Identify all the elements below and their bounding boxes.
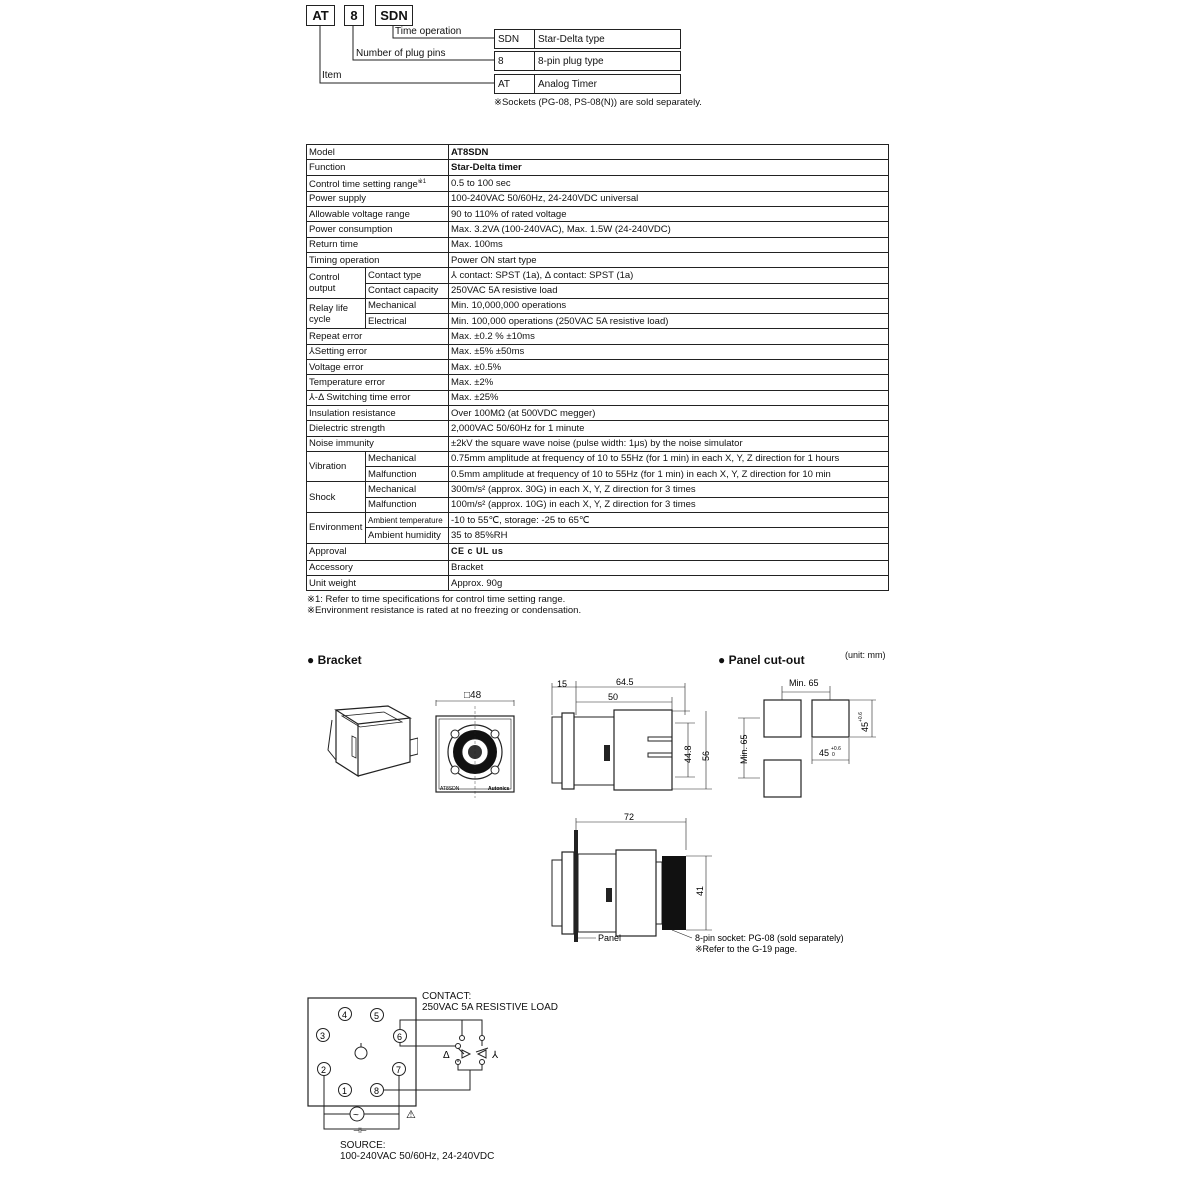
dim-56: 56 xyxy=(701,750,711,761)
dim-44-8: 44.8 xyxy=(683,745,693,763)
spec-value: Bracket xyxy=(449,560,889,575)
spec-group-label: Environment xyxy=(307,512,366,543)
spec-sublabel: Contact type xyxy=(366,268,449,283)
front-brand-label: Autonics xyxy=(488,786,510,792)
pin-number: 7 xyxy=(396,1065,402,1075)
dc-symbol: ⊣⊢ xyxy=(353,1126,367,1135)
spec-label: Model xyxy=(307,145,449,160)
spec-label: Voltage error xyxy=(307,360,449,375)
spec-label: Power supply xyxy=(307,191,449,206)
pin-7 xyxy=(393,1063,406,1076)
pin-number: 4 xyxy=(342,1010,348,1020)
spec-value: 90 to 110% of rated voltage xyxy=(449,207,889,222)
spec-sublabel: Ambient humidity xyxy=(366,528,449,543)
table-row xyxy=(307,390,889,405)
code-item: AT xyxy=(306,5,335,26)
table-row xyxy=(307,375,889,390)
socket-note: ※Sockets (PG-08, PS-08(N)) are sold separately. xyxy=(494,97,702,108)
source-spec: 100-240VAC 50/60Hz, 24-240VDC xyxy=(340,1151,495,1162)
spec-sublabel: Contact capacity xyxy=(366,283,449,298)
table-row xyxy=(307,145,889,160)
table-row xyxy=(307,560,889,575)
spec-value: Max. 100ms xyxy=(449,237,889,252)
table-row xyxy=(307,298,889,313)
star-symbol: ⅄ xyxy=(492,1050,499,1061)
spec-label: Allowable voltage range xyxy=(307,207,449,222)
spec-value: 100m/s² (approx. 10G) in each X, Y, Z direction for 3 times xyxy=(449,497,889,512)
table-row xyxy=(307,191,889,206)
spec-footnote-1: ※1: Refer to time specifications for control time setting range. xyxy=(307,594,566,605)
spec-value: 250VAC 5A resistive load xyxy=(449,283,889,298)
table-row xyxy=(307,482,889,497)
spec-group-label: Relay life cycle xyxy=(307,298,366,329)
table-row xyxy=(307,283,889,298)
warning-icon: ⚠ xyxy=(406,1109,416,1121)
spec-label: Power consumption xyxy=(307,222,449,237)
spec-sublabel: Mechanical xyxy=(366,482,449,497)
spec-sublabel: Malfunction xyxy=(366,497,449,512)
pin-number: 5 xyxy=(374,1011,380,1021)
front-size-label: □48 xyxy=(464,690,482,701)
table-row xyxy=(307,405,889,420)
dim-45-horizontal-tolerance-zero: 0 xyxy=(832,752,835,758)
spec-value: Max. ±25% xyxy=(449,390,889,405)
spec-value-cell xyxy=(449,543,889,560)
panel-cutout-drawing xyxy=(730,672,900,807)
time-operation-label: Time operation xyxy=(395,26,462,37)
spec-value: 0.5 to 100 sec xyxy=(449,175,889,191)
spec-value: Min. 100,000 operations (250VAC 5A resistive load) xyxy=(449,314,889,329)
spec-sublabel: Ambient temperature xyxy=(366,512,449,527)
spec-value: 0.5mm amplitude at frequency of 10 to 55Hz (for 1 min) in each X, Y, Z direction for 10 min xyxy=(449,467,889,482)
table-row xyxy=(307,421,889,436)
dim-41: 41 xyxy=(695,885,705,896)
order-desc-at: Analog Timer xyxy=(534,74,681,94)
spec-value: 0.75mm amplitude at frequency of 10 to 55Hz (for 1 min) in each X, Y, Z direction for 1 hours xyxy=(449,451,889,466)
spec-label: Dielectric strength xyxy=(307,421,449,436)
ac-symbol: ~ xyxy=(353,1110,359,1121)
order-code-at: AT xyxy=(494,74,535,94)
spec-label: Insulation resistance xyxy=(307,405,449,420)
dim-45-vertical-tolerance: +0.6 xyxy=(858,712,864,722)
spec-label: Return time xyxy=(307,237,449,252)
table-row xyxy=(307,252,889,267)
spec-label: Control time setting range xyxy=(309,178,418,190)
spec-value: Max. ±0.2 % ±10ms xyxy=(449,329,889,344)
dim-72: 72 xyxy=(624,812,635,822)
table-row xyxy=(307,314,889,329)
contact-title: CONTACT: xyxy=(422,991,472,1002)
spec-label: Timing operation xyxy=(307,252,449,267)
pin-5 xyxy=(371,1009,384,1022)
spec-label: Function xyxy=(307,160,449,175)
spec-value: 100-240VAC 50/60Hz, 24-240VDC universal xyxy=(449,191,889,206)
spec-label: Noise immunity xyxy=(307,436,449,451)
socket-label: 8-pin socket: PG-08 (sold separately) xyxy=(695,933,844,943)
spec-value: 35 to 85%RH xyxy=(449,528,889,543)
source-title: SOURCE: xyxy=(340,1140,386,1151)
dim-50: 50 xyxy=(608,692,619,702)
table-row xyxy=(307,207,889,222)
spec-value: Max. ±0.5% xyxy=(449,360,889,375)
table-row xyxy=(307,360,889,375)
spec-group-label: Control output xyxy=(307,268,366,299)
code-time-operation: SDN xyxy=(375,5,413,26)
spec-group-label: Shock xyxy=(307,482,366,513)
order-desc-sdn: Star-Delta type xyxy=(534,29,681,49)
spec-value: AT8SDN xyxy=(449,145,889,160)
bracket-drawing xyxy=(318,700,418,790)
order-desc-8: 8-pin plug type xyxy=(534,51,681,71)
plug-pins-label: Number of plug pins xyxy=(356,48,446,59)
pin-2 xyxy=(318,1063,331,1076)
spec-value: ⅄ contact: SPST (1a), Δ contact: SPST (1a) xyxy=(449,268,889,283)
table-row xyxy=(307,237,889,252)
spec-label: Accessory xyxy=(307,560,449,575)
pin-6 xyxy=(394,1030,407,1043)
spec-value: Star-Delta timer xyxy=(449,160,889,175)
spec-label-cell xyxy=(307,175,449,191)
table-row xyxy=(307,543,889,560)
spec-sublabel: Mechanical xyxy=(366,298,449,313)
table-row xyxy=(307,268,889,283)
wiring-diagram xyxy=(300,990,520,1140)
spec-label: Repeat error xyxy=(307,329,449,344)
spec-value: 300m/s² (approx. 30G) in each X, Y, Z direction for 3 times xyxy=(449,482,889,497)
spec-value: Approx. 90g xyxy=(449,575,889,590)
item-label: Item xyxy=(322,70,342,81)
table-row xyxy=(307,451,889,466)
contact-spec: 250VAC 5A RESISTIVE LOAD xyxy=(422,1002,558,1013)
key-icon xyxy=(355,1047,367,1059)
approval-marks-icon: CE c UL us xyxy=(451,546,504,557)
spec-value: Min. 10,000,000 operations xyxy=(449,298,889,313)
spec-value: Max. ±5% ±50ms xyxy=(449,344,889,359)
spec-sublabel: Malfunction xyxy=(366,467,449,482)
side-view-drawing xyxy=(540,675,720,805)
dim-min65-vertical: Min. 65 xyxy=(739,734,749,764)
footnote-mark: ※1 xyxy=(417,178,427,185)
spec-label: Unit weight xyxy=(307,575,449,590)
table-row xyxy=(307,467,889,482)
pin-number: 8 xyxy=(374,1086,380,1096)
pin-1 xyxy=(339,1084,352,1097)
table-row xyxy=(307,344,889,359)
socket-refer-note: ※Refer to the G-19 page. xyxy=(695,944,798,954)
pin-8 xyxy=(371,1084,384,1097)
spec-sublabel: Mechanical xyxy=(366,451,449,466)
front-model-label: AT8SDN xyxy=(440,786,460,792)
table-row xyxy=(307,575,889,590)
spec-label: ⅄-Δ Switching time error xyxy=(307,390,449,405)
dim-45-horizontal: 45 xyxy=(819,748,830,758)
spec-value: Max. 3.2VA (100-240VAC), Max. 1.5W (24-240VDC) xyxy=(449,222,889,237)
spec-value: -10 to 55℃, storage: -25 to 65℃ xyxy=(449,512,889,527)
spec-value: Power ON start type xyxy=(449,252,889,267)
bracket-heading: ● Bracket xyxy=(307,653,362,667)
spec-label: Temperature error xyxy=(307,375,449,390)
pin-number: 1 xyxy=(342,1086,348,1096)
order-code-sdn: SDN xyxy=(494,29,535,49)
table-row xyxy=(307,160,889,175)
socket-view-drawing xyxy=(540,810,860,960)
pin-number: 6 xyxy=(397,1032,403,1042)
spec-table xyxy=(306,144,889,591)
table-row xyxy=(307,436,889,451)
delta-symbol: Δ xyxy=(443,1050,450,1061)
panel-label: Panel xyxy=(598,933,622,943)
spec-label: Approval xyxy=(307,543,449,560)
pin-number: 3 xyxy=(320,1031,326,1041)
pin-3 xyxy=(317,1029,330,1042)
spec-label: ⅄Setting error xyxy=(307,344,449,359)
pin-number: 2 xyxy=(321,1065,327,1075)
code-plug-pins: 8 xyxy=(344,5,364,26)
table-row xyxy=(307,512,889,527)
spec-value: Max. ±2% xyxy=(449,375,889,390)
cutout-heading: ● Panel cut-out xyxy=(718,653,805,667)
spec-value: ±2kV the square wave noise (pulse width: 1μs) by the noise simulator xyxy=(449,436,889,451)
spec-value: 2,000VAC 50/60Hz for 1 minute xyxy=(449,421,889,436)
dim-64-5: 64.5 xyxy=(616,677,634,687)
order-code-8: 8 xyxy=(494,51,535,71)
table-row xyxy=(307,222,889,237)
spec-footnote-2: ※Environment resistance is rated at no freezing or condensation. xyxy=(307,605,582,616)
dim-45-vertical: 45 xyxy=(860,721,870,732)
table-row xyxy=(307,497,889,512)
pin-4 xyxy=(339,1008,352,1021)
unit-label: (unit: mm) xyxy=(845,650,886,660)
table-row xyxy=(307,329,889,344)
table-row xyxy=(307,175,889,191)
dim-min65-horizontal: Min. 65 xyxy=(789,678,819,688)
spec-value: Over 100MΩ (at 500VDC megger) xyxy=(449,405,889,420)
spec-group-label: Vibration xyxy=(307,451,366,482)
table-row xyxy=(307,528,889,543)
dim-15: 15 xyxy=(557,679,568,689)
front-view-drawing xyxy=(430,700,520,800)
dim-45-horizontal-tolerance: +0.6 xyxy=(831,746,841,752)
spec-sublabel: Electrical xyxy=(366,314,449,329)
